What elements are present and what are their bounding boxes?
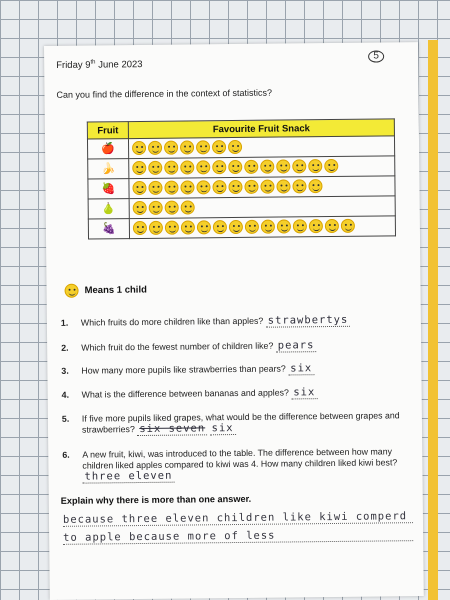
smiley-icon: [292, 180, 306, 194]
smiley-icon: [308, 179, 322, 193]
key: [64, 283, 146, 298]
smiley-icon: [325, 219, 339, 233]
smiley-icon: [212, 140, 226, 154]
smiley-icon: [64, 284, 78, 298]
key-label: Means 1 child: [84, 284, 147, 297]
question-3: 3. How many more pupils like strawberries than pears? six: [61, 362, 401, 377]
question-5: 5. If five more pupils liked grapes, what would be the difference between grapes and strawberries? six seven six: [61, 410, 400, 436]
smiley-icon: [148, 181, 162, 195]
smiley-icon: [341, 219, 355, 233]
smiley-icon: [149, 221, 163, 235]
question-1: 1. Which fruits do more children like than apples? strawbertys: [61, 314, 401, 329]
question-2: 2. Which fruit do the fewest number of children like? pears: [61, 339, 401, 354]
smiley-icon: [164, 141, 178, 155]
smiley-icon: [229, 220, 243, 234]
smiley-icon: [133, 201, 147, 215]
smiley-icon: [260, 180, 274, 194]
smiley-icon: [164, 161, 178, 175]
question-6: 6. A new fruit, kiwi, was introduced to the table. The difference between how many children liked apples compared to kiwi was 4. How many children liked kiwi best? three eleven: [62, 446, 398, 483]
smiley-icon: [228, 160, 242, 174]
pictogram-table: [87, 118, 396, 239]
smiley-icon: [228, 180, 242, 194]
smiley-icon: [180, 181, 194, 195]
smiley-icon: [213, 220, 227, 234]
banana-smileys: [129, 156, 395, 179]
smiley-icon: [309, 219, 323, 233]
smiley-icon: [197, 221, 211, 235]
fruit-column-header: Fruit: [87, 122, 128, 139]
smiley-icon: [293, 220, 307, 234]
snack-column-header: Favourite Fruit Snack: [128, 119, 394, 139]
grapes-smileys: [129, 216, 395, 239]
smiley-icon: [164, 181, 178, 195]
smiley-icon: [292, 160, 306, 174]
smiley-icon: [228, 140, 242, 154]
answer-5[interactable]: six: [210, 422, 236, 435]
smiley-icon: [148, 141, 162, 155]
grapes-icon: 🍇: [88, 219, 129, 239]
smiley-icon: [132, 181, 146, 195]
apple-icon: 🍎: [87, 139, 128, 159]
smiley-icon: [212, 180, 226, 194]
pear-icon: 🍐: [88, 199, 129, 219]
date-line: Friday 9th June 2023: [56, 59, 143, 72]
banana-icon: 🍌: [88, 159, 129, 179]
smiley-icon: [149, 201, 163, 215]
smiley-icon: [212, 160, 226, 174]
learning-objective: Can you find the difference in the context of statistics?: [56, 87, 273, 100]
smiley-icon: [148, 161, 162, 175]
smiley-icon: [260, 160, 274, 174]
handwritten-line-2[interactable]: to apple because more of less: [63, 528, 413, 545]
notebook-edge: [428, 40, 438, 600]
answer-2[interactable]: pears: [276, 339, 317, 352]
smiley-icon: [324, 159, 338, 173]
explain-prompt: Explain why there is more than one answer.: [60, 493, 252, 506]
smiley-icon: [276, 160, 290, 174]
answer-4[interactable]: six: [291, 386, 317, 399]
smiley-icon: [165, 221, 179, 235]
smiley-icon: [180, 141, 194, 155]
question-4: 4. What is the difference between bananas and apples? six: [62, 386, 402, 401]
smiley-icon: [132, 161, 146, 175]
apple-smileys: [128, 136, 394, 159]
smiley-icon: [196, 161, 210, 175]
smiley-icon: [276, 180, 290, 194]
strawberry-smileys: [129, 176, 395, 199]
smiley-icon: [277, 220, 291, 234]
worksheet: [44, 42, 424, 600]
smiley-icon: [244, 160, 258, 174]
answer-1[interactable]: strawbertys: [266, 314, 351, 328]
answer-6[interactable]: three eleven: [82, 470, 174, 484]
strawberry-icon: 🍓: [88, 179, 129, 199]
smiley-icon: [133, 221, 147, 235]
smiley-icon: [181, 201, 195, 215]
smiley-icon: [245, 220, 259, 234]
answer-3[interactable]: six: [288, 362, 314, 375]
smiley-icon: [181, 221, 195, 235]
margin-mark: 5: [368, 50, 384, 62]
handwritten-line-1[interactable]: because three eleven children like kiwi comperd: [63, 510, 413, 527]
smiley-icon: [244, 180, 258, 194]
pear-smileys: [129, 196, 395, 219]
smiley-icon: [180, 161, 194, 175]
smiley-icon: [261, 220, 275, 234]
smiley-icon: [196, 181, 210, 195]
smiley-icon: [165, 201, 179, 215]
smiley-icon: [196, 141, 210, 155]
answer-5-struck: six seven: [137, 422, 207, 436]
smiley-icon: [308, 159, 322, 173]
smiley-icon: [132, 141, 146, 155]
pictogram-row: [88, 216, 395, 239]
